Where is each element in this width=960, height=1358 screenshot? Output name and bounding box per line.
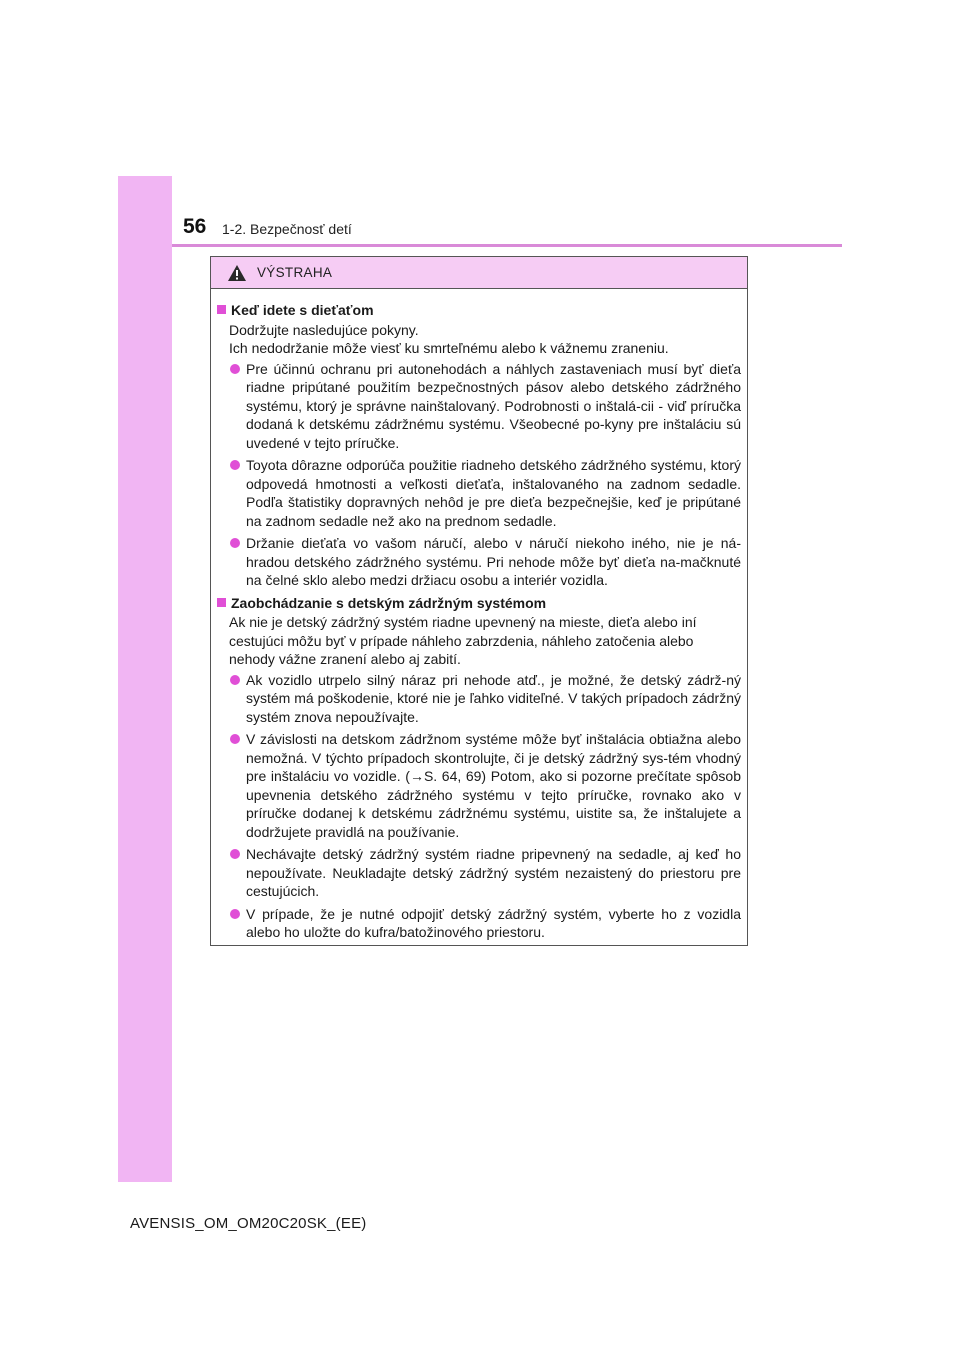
warning-section — [217, 301, 741, 590]
bullet-item — [217, 671, 741, 727]
bullet-text: Nechávajte detský zádržný systém riadne pripevnený na sedadle, aj keď ho nepoužívate. Neukladajte detský zádržný systém nezaistený do priestoru pre cestujúcich. — [246, 846, 741, 899]
circle-bullet-icon — [230, 849, 240, 859]
document-code: AVENSIS_OM_OM20C20SK_(EE) — [130, 1215, 367, 1232]
circle-bullet-icon — [230, 538, 240, 548]
header-divider — [172, 244, 842, 247]
side-tab-bar — [118, 176, 172, 1182]
warning-section — [217, 594, 741, 942]
section-intro-line: Ich nedodržanie môže viesť ku smrteľnému alebo k vážnemu zraneniu. — [229, 340, 669, 356]
bullet-text: V závislosti na detskom zádržnom systéme môže byť inštalácia obtiažna alebo nemožná. V týchto prípadoch skontrolujte, či je detský zádržný sys-tém vhodný pre inštaláciu vo vozidle. (→S. 64, 69) Potom, ako si pozorne prečítate spôsob upevnenia detského zádržného systému v tejto príručke, rovnako ako v príručke dodanej k detskému zádržnému systému, uistite sa, že inštalujete a dodržujete pravidlá na používanie. — [246, 731, 741, 840]
bullet-item — [217, 845, 741, 901]
bullet-item — [217, 534, 741, 590]
bullet-item — [217, 456, 741, 530]
section-title: 1-2. Bezpečnosť detí — [222, 221, 352, 237]
bullet-item — [217, 730, 741, 841]
bullet-text: Ak vozidlo utrpelo silný náraz pri nehode atď., je možné, že detský zádrž-ný systém má poškodenie, ktoré nie je ľahko viditeľné. V takých prípadoch zádržný systém znova nepoužívajte. — [246, 671, 741, 725]
bullet-text: V prípade, že je nutné odpojiť detský zádržný systém, vyberte ho z vozidla alebo ho uložte do kufra/batožinového priestoru. — [246, 905, 741, 940]
bullet-text: Držanie dieťaťa vo vašom náručí, alebo v náručí niekoho iného, nie je ná-hradou detského zádržného systému. Pri nehode môže byť dieťa na-mačknuté na čelné sklo alebo medzi držiacu osobu a interiér vozidla. — [246, 535, 741, 588]
warning-box — [210, 256, 748, 946]
bullet-text: Toyota dôrazne odporúča použitie riadneho detského zádržného systému, ktorý odpovedá hmotnosti a veľkosti dieťaťa, inštalovaného na zadnom sedadle. Podľa štatistiky dopravných nehôd je pre dieťa bezpečnejšie, keď je pripútané na zadnom sedadle než ako na prednom sedadle. — [246, 457, 741, 529]
section-intro-line: Dodržujte nasledujúce pokyny. — [229, 321, 419, 338]
circle-bullet-icon — [230, 675, 240, 685]
section-heading — [217, 301, 741, 320]
section-heading-text: Zaobchádzanie s detským zádržným systémom — [231, 594, 547, 611]
warning-label: VÝSTRAHA — [257, 265, 333, 280]
page-number: 56 — [183, 215, 207, 238]
square-bullet-icon — [217, 598, 226, 607]
section-intro-line: Ak nie je detský zádržný systém riadne upevnený na mieste, dieťa alebo iní cestujúci môžu byť v prípade náhleho zabrzdenia, náhleho zatočenia alebo nehody vážne zranení alebo aj zabití. — [229, 614, 697, 667]
circle-bullet-icon — [230, 460, 240, 470]
section-heading — [217, 594, 741, 613]
warning-triangle-icon — [227, 264, 247, 282]
circle-bullet-icon — [230, 364, 240, 374]
bullet-text: Pre účinnú ochranu pri autonehodách a náhlych zastaveniach musí byť dieťa riadne pripútané použitím bezpečnostných pásov alebo detského zádržného systému, ktorý je správne nainštalovaný. Podrobnosti o inštalá-cii - viď príručka dodaná k detskému zádržnému systému. Všeobecné po-kyny pre inštaláciu sú uvedené v tejto príručke. — [246, 360, 741, 451]
bullet-item — [217, 360, 741, 453]
warning-body — [211, 289, 747, 942]
section-heading-text: Keď idete s dieťaťom — [231, 302, 374, 318]
circle-bullet-icon — [230, 909, 240, 919]
warning-header — [211, 257, 747, 289]
bullet-item — [217, 905, 741, 942]
circle-bullet-icon — [230, 734, 240, 744]
square-bullet-icon — [217, 305, 226, 314]
